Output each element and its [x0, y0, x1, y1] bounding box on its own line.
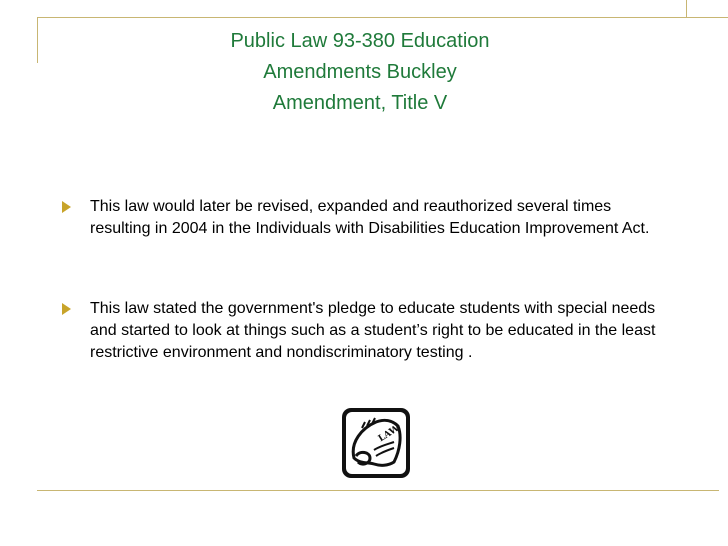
- frame-line-top: [37, 17, 728, 18]
- title-line-3: Amendment, Title V: [272, 92, 448, 114]
- bullet-text-1: This law would later be revised, expanded and reauthorized several times resulting in 2004 in the Individuals with Disabilities Education Improvement Act.: [90, 198, 650, 237]
- bullet-item-1: [62, 196, 672, 240]
- bullet-text-2: This law stated the government's pledge to educate students with special needs and started to look at things such as a student’s right to be educated in the least restrictive environment and nondiscriminatory testing .: [90, 300, 656, 361]
- bullet-list: [62, 196, 672, 364]
- frame-line-right: [686, 0, 687, 17]
- law-label: LAW: [376, 423, 402, 445]
- title-line-1: Public Law 93-380 Education: [230, 30, 490, 52]
- law-scroll-icon: [340, 406, 412, 480]
- title-line-2: Amendments Buckley: [263, 61, 457, 83]
- frame-line-bottom: [37, 490, 719, 491]
- frame-line-left: [37, 17, 38, 63]
- bullet-arrow-icon: [62, 201, 71, 213]
- slide-title: [150, 26, 570, 119]
- bullet-arrow-icon: [62, 303, 71, 315]
- bullet-item-2: [62, 298, 672, 364]
